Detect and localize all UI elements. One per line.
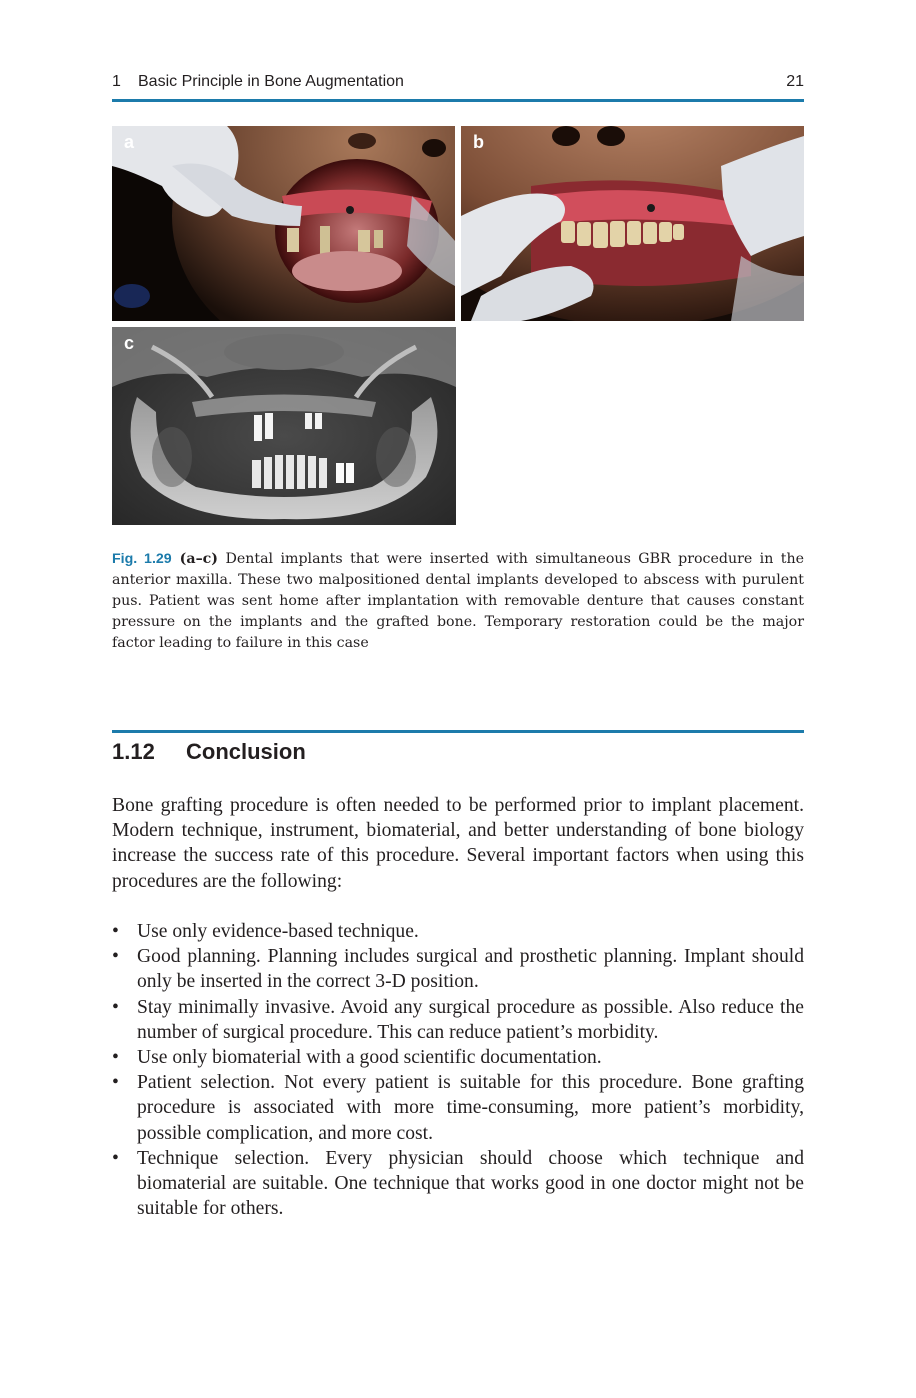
panoramic-xray xyxy=(112,327,456,525)
bullet-icon: • xyxy=(112,946,119,968)
bullet-icon: • xyxy=(112,1047,119,1069)
figure-parts: (a–c) xyxy=(179,551,219,567)
list-item xyxy=(112,1146,804,1222)
list-item xyxy=(112,1070,804,1146)
figure-caption xyxy=(112,549,804,654)
section-rule xyxy=(112,730,804,733)
section-heading xyxy=(112,739,804,765)
chapter-number: 1 xyxy=(112,73,121,90)
figure-panel-a xyxy=(112,126,455,321)
bullet-icon: • xyxy=(112,1072,119,1094)
clinical-photo-a xyxy=(112,126,455,321)
list-item xyxy=(112,1045,804,1070)
panel-letter-b: b xyxy=(473,132,484,152)
list-item-text: Technique selection. Every physician should choose which technique and biomaterial are suitable. One technique that works good in one doctor might not be suitable for others. xyxy=(137,1147,804,1220)
list-item xyxy=(112,919,804,944)
panel-letter-a: a xyxy=(124,132,135,152)
bullet-list xyxy=(112,919,804,1221)
caption-text: Dental implants that were inserted with simultaneous GBR procedure in the anterior maxilla. These two malpositioned dental implants developed to abscess with purulent pus. Patient was sent home after implantation with removable denture that causes constant pressure on the implants and the grafted bone. Temporary restoration could be the major factor leading to failure in this case xyxy=(112,551,804,651)
section-title: Conclusion xyxy=(186,739,306,764)
bullet-icon: • xyxy=(112,1147,119,1169)
header-rule xyxy=(112,99,804,102)
list-item-text: Patient selection. Not every patient is suitable for this procedure. Bone grafting procedure is associated with more time-consuming, more patient’s morbidity, possible complication, and more cost. xyxy=(137,1072,804,1144)
panel-letter-c: c xyxy=(124,333,135,353)
bullet-icon: • xyxy=(112,921,119,942)
list-item xyxy=(112,944,804,994)
list-item-text: Use only biomaterial with a good scientific documentation. xyxy=(137,1047,602,1069)
body-paragraph: Bone grafting procedure is often needed to be performed prior to implant placement. Modern technique, instrument, biomaterial, and better understanding of bone biology increase the success rate of this procedure. Several important factors when using this procedures are the following: xyxy=(112,795,804,892)
list-item xyxy=(112,995,804,1045)
figure-panel-b xyxy=(461,126,804,321)
list-item-text: Stay minimally invasive. Avoid any surgical procedure as possible. Also reduce the number of surgical procedure. This can reduce patient’s morbidity. xyxy=(137,996,804,1043)
page-number: 21 xyxy=(786,73,804,90)
chapter-title: Basic Principle in Bone Augmentation xyxy=(138,73,404,90)
bullet-icon: • xyxy=(112,996,119,1018)
figure-label: Fig. 1.29 xyxy=(112,551,172,567)
clinical-photo-b xyxy=(461,126,804,321)
list-item-text: Good planning. Planning includes surgical and prosthetic planning. Implant should only be inserted in the correct 3-D position. xyxy=(137,946,804,993)
list-item-text: Use only evidence-based technique. xyxy=(137,921,419,942)
figure-panel-c xyxy=(112,327,456,525)
section-number: 1.12 xyxy=(112,739,155,764)
running-head xyxy=(112,73,804,95)
